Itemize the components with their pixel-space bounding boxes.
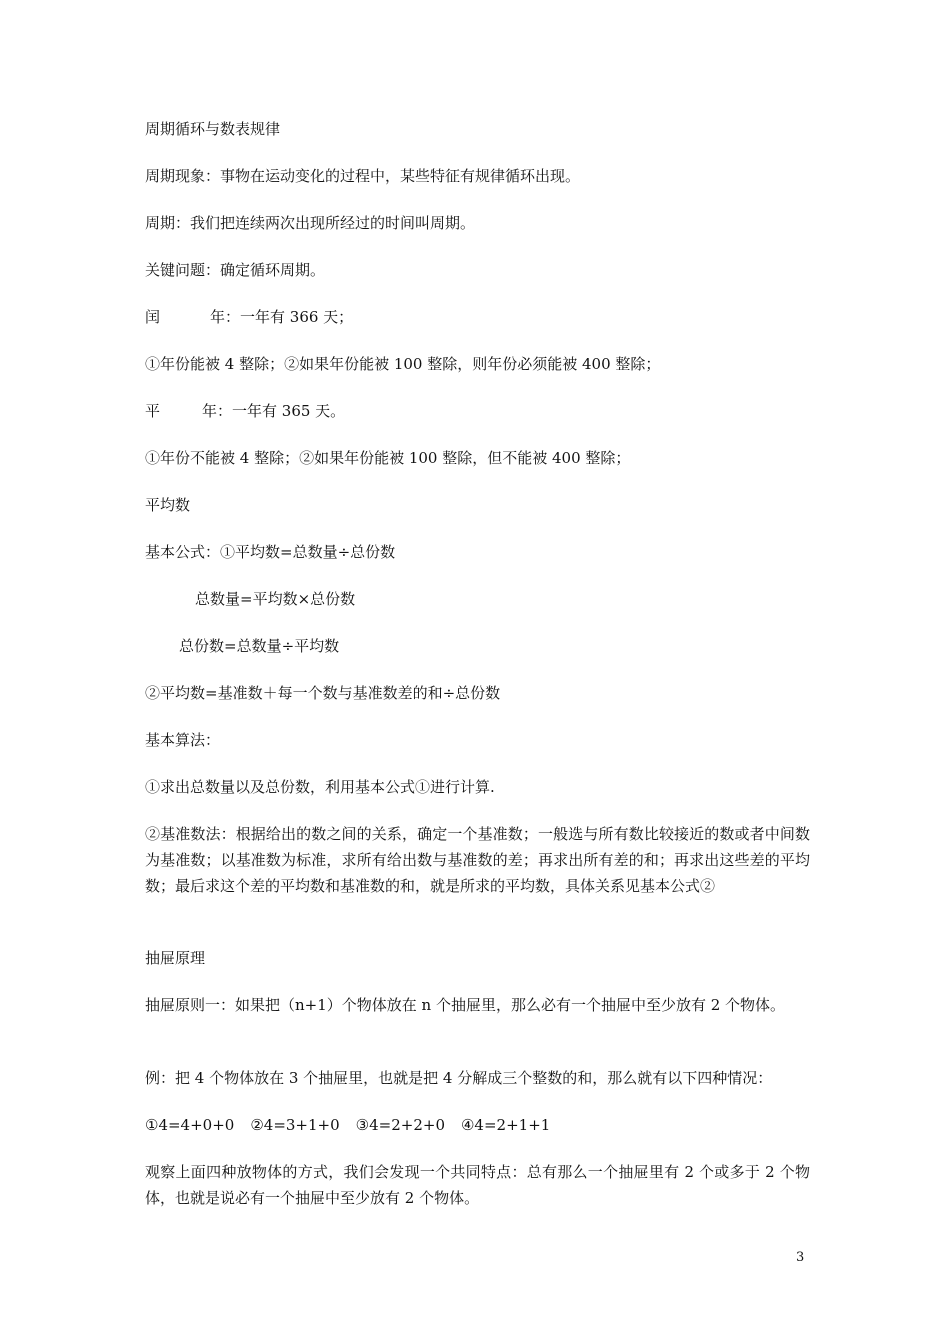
formula-line-4: ②平均数=基准数＋每一个数与基准数差的和÷总份数 bbox=[145, 684, 501, 702]
leap-year-char: 闰 bbox=[145, 308, 161, 326]
section-title-pigeonhole: 抽屉原理 bbox=[145, 949, 206, 967]
common-year-char: 平 bbox=[145, 402, 161, 420]
section-title-average: 平均数 bbox=[145, 496, 191, 514]
case-2: ②4=3+1+0 bbox=[250, 1116, 340, 1134]
pigeonhole-principle-1: 抽屉原则一：如果把（n+1）个物体放在 n 个抽屉里，那么必有一个抽屉中至少放有 2 个物体。 bbox=[145, 996, 786, 1014]
algorithm-step-2: ②基准数法：根据给出的数之间的关系，确定一个基准数；一般选与所有数比较接近的数或者中间数为基准数；以基准数为标准，求所有给出数与基准数的差；再求出所有差的和；再求出这些差的平均数；最后求这个差的平均数和基准数的和，就是所求的平均数，具体关系见基本公式② bbox=[145, 825, 810, 895]
paragraph-key-question: 关键问题：确定循环周期。 bbox=[145, 261, 326, 279]
observation-paragraph: 观察上面四种放物体的方式，我们会发现一个共同特点：总有那么一个抽屉里有 2 个或多于 2 个物体，也就是说必有一个抽屉中至少放有 2 个物体。 bbox=[145, 1163, 810, 1207]
paragraph-common-year bbox=[145, 398, 810, 424]
paragraph-leap-year bbox=[145, 304, 810, 330]
algorithm-step-1: ①求出总数量以及总份数，利用基本公式①进行计算. bbox=[145, 778, 495, 796]
case-1: ①4=4+0+0 bbox=[145, 1116, 235, 1134]
case-4: ④4=2+1+1 bbox=[460, 1116, 551, 1134]
section-title-cycle: 周期循环与数表规律 bbox=[145, 120, 281, 138]
formula-line-1: 基本公式：①平均数=总数量÷总份数 bbox=[145, 543, 396, 561]
formula-line-2: 总数量=平均数×总份数 bbox=[195, 590, 356, 608]
example-cases bbox=[145, 1112, 810, 1138]
case-3: ③4=2+2+0 bbox=[355, 1116, 445, 1134]
common-year-desc: 年：一年有 365 天。 bbox=[202, 402, 346, 420]
example-paragraph: 例：把 4 个物体放在 3 个抽屉里，也就是把 4 分解成三个整数的和，那么就有以下四种情况： bbox=[145, 1069, 773, 1087]
paragraph-cycle-definition: 周期：我们把连续两次出现所经过的时间叫周期。 bbox=[145, 214, 476, 232]
page-number: 3 bbox=[796, 1250, 805, 1265]
paragraph-cycle-phenomenon: 周期现象：事物在运动变化的过程中，某些特征有规律循环出现。 bbox=[145, 167, 581, 185]
formula-line-3: 总份数=总数量÷平均数 bbox=[179, 637, 340, 655]
algorithm-title: 基本算法： bbox=[145, 731, 221, 749]
leap-year-desc: 年：一年有 366 天； bbox=[210, 308, 354, 326]
paragraph-leap-year-rule: ①年份能被 4 整除；②如果年份能被 100 整除，则年份必须能被 400 整除； bbox=[145, 355, 661, 373]
paragraph-common-year-rule: ①年份不能被 4 整除；②如果年份能被 100 整除，但不能被 400 整除； bbox=[145, 449, 631, 467]
